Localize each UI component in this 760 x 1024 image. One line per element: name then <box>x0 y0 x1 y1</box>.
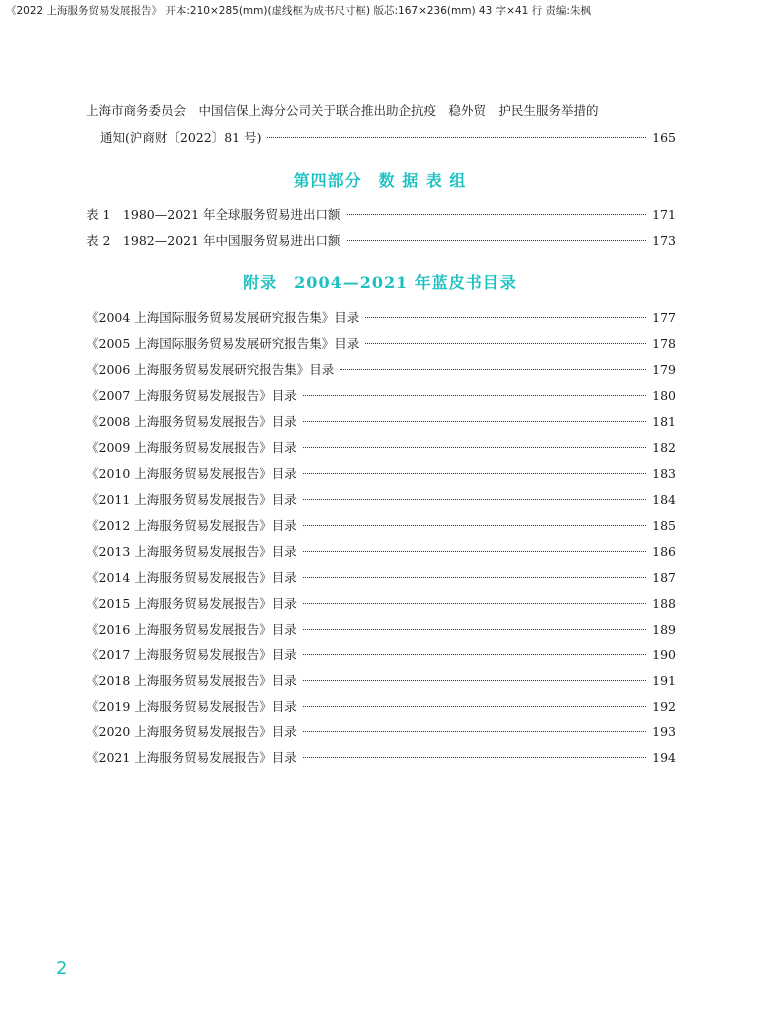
leader-dots <box>303 499 646 500</box>
toc-entry-notice-line1: 上海市商务委员会 中国信保上海分公司关于联合推出助企抗疫 稳外贸 护民生服务举措的 <box>86 103 599 118</box>
toc-entry-label: 《2013 上海服务贸易发展报告》目录 <box>86 544 297 559</box>
leader-dots <box>303 629 646 630</box>
leader-dots <box>303 706 646 707</box>
toc-entry <box>86 568 676 588</box>
leader-dots <box>347 240 647 241</box>
toc-entry-label: 《2009 上海服务贸易发展报告》目录 <box>86 440 297 455</box>
page-number: 2 <box>56 958 68 979</box>
toc-entry <box>86 360 676 380</box>
toc-entry-page: 194 <box>652 750 676 765</box>
toc-entry-page: 186 <box>652 544 676 559</box>
toc-entry <box>86 594 676 614</box>
toc-entry-label: 《2006 上海服务贸易发展研究报告集》目录 <box>86 362 335 377</box>
toc-entry-label: 《2011 上海服务贸易发展报告》目录 <box>86 492 297 507</box>
leader-dots <box>347 214 647 215</box>
toc-entry-label: 《2008 上海服务贸易发展报告》目录 <box>86 414 297 429</box>
section-title-part4: 第四部分 数 据 表 组 <box>293 171 467 190</box>
toc-entry-label: 表 2 1982—2021 年中国服务贸易进出口额 <box>86 233 341 248</box>
toc-entry-label: 《2014 上海服务贸易发展报告》目录 <box>86 570 297 585</box>
toc-entry-page: 185 <box>652 518 676 533</box>
toc-entry <box>86 464 676 484</box>
toc-entry <box>86 697 676 717</box>
toc-entry <box>86 620 676 640</box>
toc-entry-page: 190 <box>652 647 676 662</box>
toc-entry-page: 177 <box>652 310 676 325</box>
toc-entry-label: 《2019 上海服务贸易发展报告》目录 <box>86 699 297 714</box>
leader-dots <box>303 473 646 474</box>
toc-entry <box>86 308 676 328</box>
toc-entry-label: 《2020 上海服务贸易发展报告》目录 <box>86 724 297 739</box>
print-header: 《2022 上海服务贸易发展报告》 开本:210×285(mm)(虚线框为成书尺寸框) 版芯:167×236(mm) 43 字×41 行 责编:朱枫 <box>6 5 591 17</box>
leader-dots <box>303 577 646 578</box>
toc-entry-label: 《2017 上海服务贸易发展报告》目录 <box>86 647 297 662</box>
toc-entry-label: 《2010 上海服务贸易发展报告》目录 <box>86 466 297 481</box>
toc-entry <box>86 490 676 510</box>
toc-entry-label: 《2012 上海服务贸易发展报告》目录 <box>86 518 297 533</box>
toc-entry <box>86 334 676 354</box>
toc-entry <box>86 231 676 251</box>
toc-entry-label: 《2018 上海服务贸易发展报告》目录 <box>86 673 297 688</box>
toc-entry <box>86 671 676 691</box>
toc-entry <box>86 386 676 406</box>
toc-entry-page: 193 <box>652 724 676 739</box>
toc-entry-page: 171 <box>652 207 676 222</box>
toc-entry-page: 191 <box>652 673 676 688</box>
leader-dots <box>303 603 646 604</box>
toc-entry-page: 189 <box>652 622 676 637</box>
toc-entry-page: 182 <box>652 440 676 455</box>
toc-entry <box>86 516 676 536</box>
leader-dots <box>365 317 646 318</box>
toc-entry-page: 192 <box>652 699 676 714</box>
leader-dots <box>365 343 646 344</box>
toc-entry <box>86 722 676 742</box>
toc-entry-page: 188 <box>652 596 676 611</box>
leader-dots <box>303 395 646 396</box>
toc-entry-page: 178 <box>652 336 676 351</box>
toc-entry-label: 通知(沪商财〔2022〕81 号) <box>100 130 262 145</box>
leader-dots <box>340 369 646 370</box>
leader-dots <box>303 525 646 526</box>
toc-entry-page: 180 <box>652 388 676 403</box>
toc-entry-page: 183 <box>652 466 676 481</box>
toc-entry <box>86 645 676 665</box>
toc-entry-page: 179 <box>652 362 676 377</box>
leader-dots <box>267 137 646 138</box>
toc-entry-page: 165 <box>652 130 676 145</box>
toc-entry-page: 181 <box>652 414 676 429</box>
leader-dots <box>303 551 646 552</box>
toc-entry <box>86 748 676 768</box>
leader-dots <box>303 680 646 681</box>
leader-dots <box>303 421 646 422</box>
leader-dots <box>303 654 646 655</box>
leader-dots <box>303 757 646 758</box>
toc-entry-label: 《2007 上海服务贸易发展报告》目录 <box>86 388 297 403</box>
toc-entry <box>86 542 676 562</box>
toc-entry-page: 187 <box>652 570 676 585</box>
leader-dots <box>303 731 646 732</box>
toc-entry-label: 《2016 上海服务贸易发展报告》目录 <box>86 622 297 637</box>
toc-entry-label: 《2015 上海服务贸易发展报告》目录 <box>86 596 297 611</box>
toc-entry-notice <box>100 128 676 148</box>
toc-entry <box>86 205 676 225</box>
toc-entry-label: 《2021 上海服务贸易发展报告》目录 <box>86 750 297 765</box>
toc-entry-label: 《2004 上海国际服务贸易发展研究报告集》目录 <box>86 310 360 325</box>
leader-dots <box>303 447 646 448</box>
section-title-appendix: 附录 2004—2021 年蓝皮书目录 <box>243 273 517 292</box>
toc-entry <box>86 412 676 432</box>
toc-entry-page: 173 <box>652 233 676 248</box>
toc-entry-label: 《2005 上海国际服务贸易发展研究报告集》目录 <box>86 336 360 351</box>
toc-entry-label: 表 1 1980—2021 年全球服务贸易进出口额 <box>86 207 341 222</box>
toc-entry-page: 184 <box>652 492 676 507</box>
toc-entry <box>86 438 676 458</box>
